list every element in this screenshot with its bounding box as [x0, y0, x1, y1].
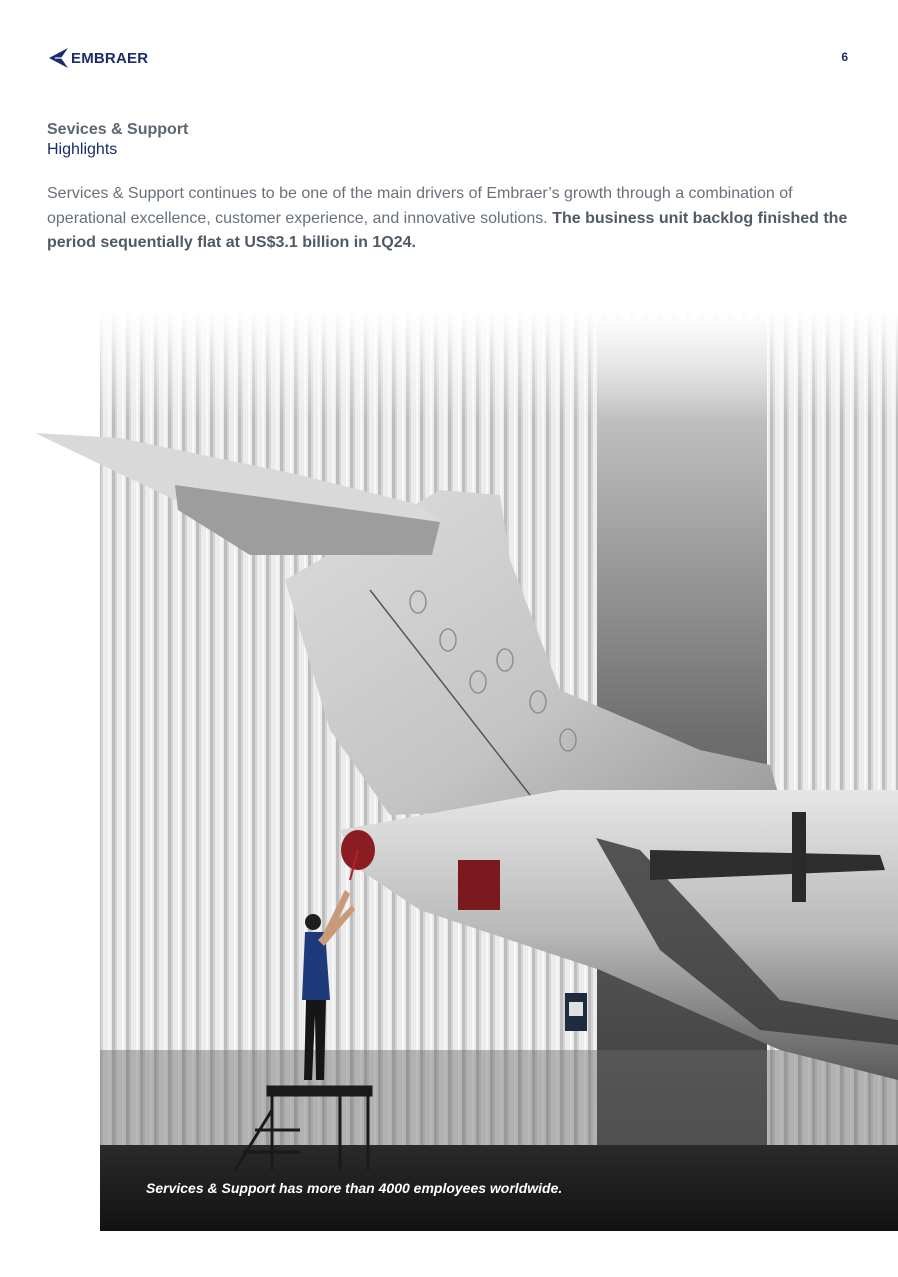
photo-caption: Services & Support has more than 4000 employees worldwide. — [146, 1180, 563, 1196]
hangar-photo — [0, 310, 898, 1231]
embraer-logo — [47, 46, 148, 70]
section-subtitle: Highlights — [47, 141, 118, 158]
section-title: Sevices & Support — [47, 121, 189, 138]
intro-plain-text: Services & Support continues to be one of the main drivers of Embraer’s growth through a combination of operational excellence, customer experience, and innovative solutions. — [47, 185, 793, 227]
embraer-arrow-icon — [47, 47, 69, 69]
page-header — [47, 46, 850, 72]
page-number: 6 — [841, 50, 848, 64]
intro-paragraph — [47, 182, 853, 256]
intro-bold-text: The business unit backlog finished the period sequentially flat at US$3.1 billion in 1Q24. — [47, 209, 848, 251]
logo-wordmark: EMBRAER — [71, 49, 149, 67]
aircraft-tail-illustration — [0, 310, 898, 1231]
